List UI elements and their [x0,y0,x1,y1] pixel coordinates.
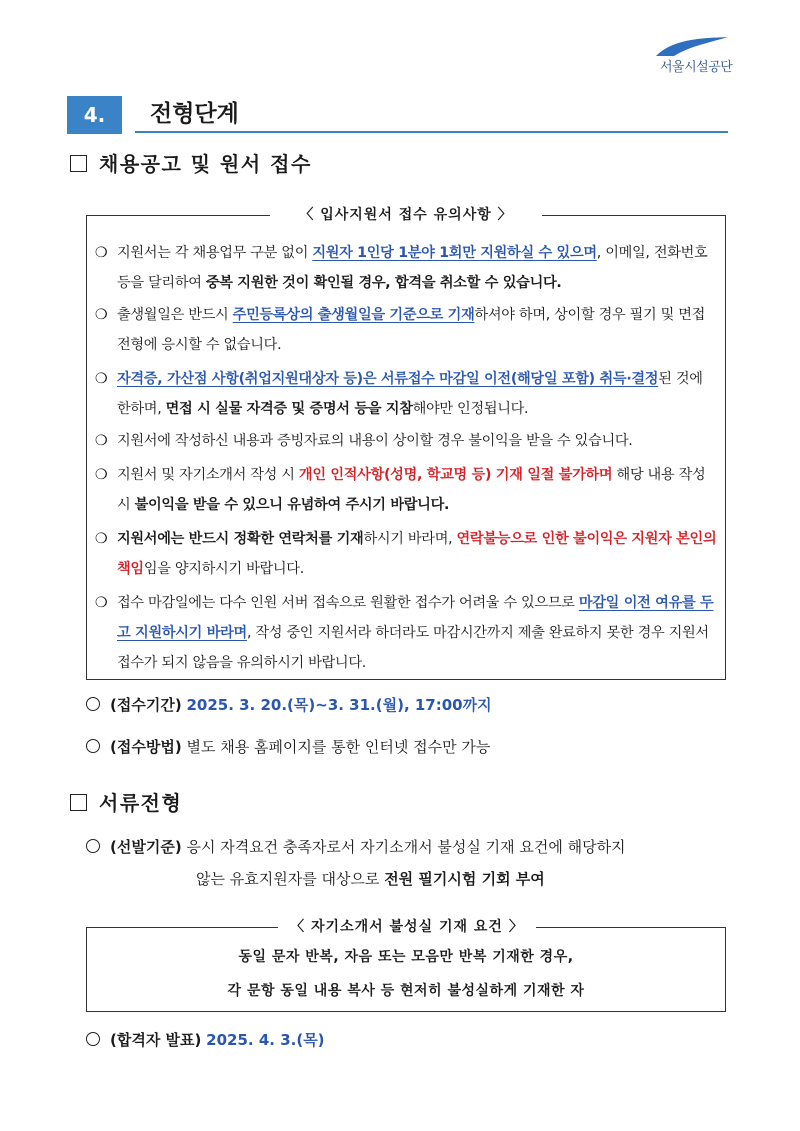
selection-criteria: (선발기준) 응시 자격요건 충족자로서 자기소개서 불성실 기재 요건에 해당하지 [86,832,626,862]
notice-item: ❍ 지원서 및 자기소개서 작성 시 개인 인적사항(성명, 학교명 등) 기재 일절 불가하며 해당 내용 작성 시 불이익을 받을 수 있으니 유념하여 주시기 바랍니다. [95,467,706,513]
box-line: 동일 문자 반복, 자음 또는 모음만 반복 기재한 경우, [238,949,574,965]
wave-logo-icon [652,34,742,58]
subsection-title: 채용공고 및 원서 접수 [99,152,312,176]
application-period: (접수기간) 2025. 3. 20.(목)~3. 31.(월), 17:00까지 [86,690,492,720]
logo-text: 서울시설공단 [660,60,733,75]
notice-item: ❍ 자격증, 가산점 사항(취업지원대상자 등)은 서류접수 마감일 이전(해당일 포함) 취득·결정된 것에 한하며, 면접 시 실물 자격증 및 증명서 등을 지참해야만 인정됩니다. [95,371,703,417]
result-announcement: (합격자 발표) 2025. 4. 3.(목) [86,1025,325,1055]
notice-item: ❍ 지원서에 작성하신 내용과 증빙자료의 내용이 상이할 경우 불이익을 받을 수 있습니다. [95,433,633,449]
notice-item: ❍ 출생월일은 반드시 주민등록상의 출생월일을 기준으로 기재하셔야 하며, 상이할 경우 필기 및 면접전형에 응시할 수 없습니다. [95,307,706,353]
section-underline [135,131,728,133]
subsection-title: 서류전형 [99,791,183,815]
subsection-application [70,150,312,178]
application-method: (접수방법) 별도 채용 홈페이지를 통한 인터넷 접수만 가능 [86,732,490,762]
notice-caption: 〈 입사지원서 접수 유의사항 〉 [270,203,542,227]
notice-item: ❍ 지원서는 각 채용업무 구분 없이 지원자 1인당 1분야 1회만 지원하실 수 있으며, 이메일, 전화번호 등을 달리하여 중복 지원한 것이 확인될 경우, 합격을 취소할 수 있습니다. [95,245,708,291]
circle-bullet-icon [86,739,100,753]
section-title: 전형단계 [150,101,239,127]
circle-bullet-icon [86,1032,100,1046]
notice-item: ❍ 접수 마감일에는 다수 인원 서버 접속으로 원활한 접수가 어려울 수 있으므로 마감일 이전 여유를 두고 지원하시기 바라며, 작성 중인 지원서라 하더라도 마감시간까지 제출 완료하지 못한 경우 지원서 접수가 되지 않음을 유의하시기 바랍니다. [95,595,714,671]
circle-bullet-icon [86,839,100,853]
box-line: 각 문항 동일 내용 복사 등 현저히 불성실하게 기재한 자 [227,983,585,999]
square-bullet-icon [70,794,87,811]
selection-criteria-line2: 않는 유효지원자를 대상으로 전원 필기시험 기회 부여 [196,870,545,888]
insincere-writing-box [86,927,726,1012]
box-caption: 〈 자기소개서 불성실 기재 요건 〉 [278,915,536,939]
circle-bullet-icon [86,697,100,711]
section-number: 4. [67,96,122,134]
square-bullet-icon [70,155,87,172]
seoul-facilities-logo [652,34,742,82]
notice-box [86,215,726,680]
subsection-document-screening [70,789,182,817]
notice-item: ❍ 지원서에는 반드시 정확한 연락처를 기재하시기 바라며, 연락불능으로 인한 불이익은 지원자 본인의 책임임을 양지하시기 바랍니다. [95,531,717,577]
